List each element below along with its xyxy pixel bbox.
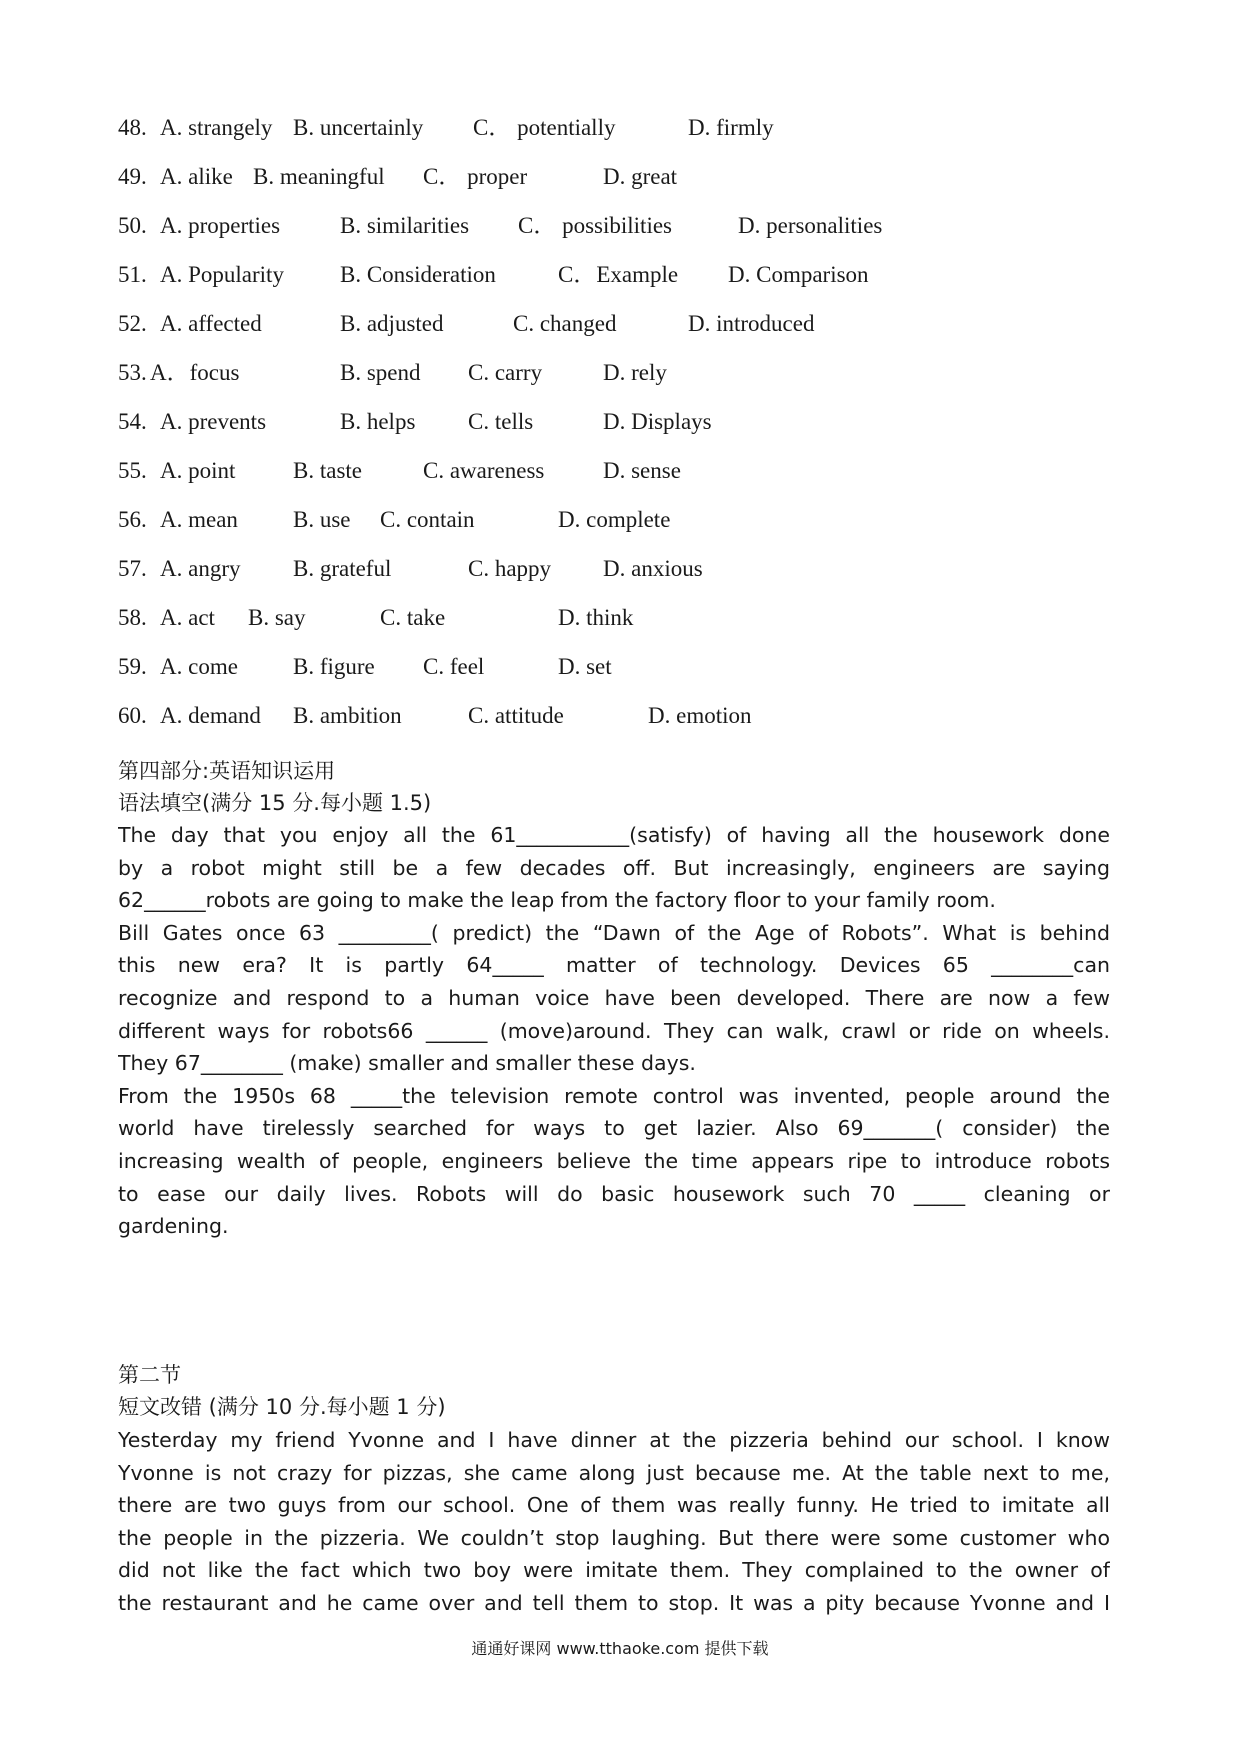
passage-line: did not like the fact which two boy were imitate them. They complained to the owner of [118,1558,1110,1583]
option-c: C. take [380,605,446,630]
option-a: A. strangely [160,115,273,140]
option-b: B. meaningful [253,164,385,189]
option-b: B. uncertainly [293,115,424,140]
question-row [118,603,1018,633]
option-c: C. awareness [423,458,545,483]
option-d: D. firmly [688,115,774,140]
passage-line: Yesterday my friend Yvonne and I have dinner at the pizzeria behind our school. I know [118,1428,1110,1452]
question-number: 48. [118,115,147,140]
question-number: 58. [118,605,147,630]
passage-line: to ease our daily lives. Robots will do basic housework such 70 _____ cleaning or [118,1181,1110,1206]
option-a: A. point [160,458,236,483]
option-c: C. contain [380,507,475,532]
option-a: A. come [160,654,238,679]
question-row [118,652,1018,682]
question-number: 53. [118,360,147,385]
option-b: B. spend [340,360,421,385]
question-number: 56. [118,507,147,532]
grammar-fill-passage [118,819,1110,1243]
option-d: D. Displays [603,409,712,434]
option-c: C． potentially [473,115,616,140]
option-b: B. helps [340,409,416,434]
option-b: B. similarities [340,213,470,238]
question-number: 49. [118,164,147,189]
option-d: D. sense [603,458,681,483]
question-number: 57. [118,556,147,581]
option-b: B. Consideration [340,262,496,287]
option-d: D. rely [603,360,667,385]
error-correction-heading: 短文改错 (满分 10 分.每小题 1 分) [118,1395,446,1419]
option-b: B. ambition [293,703,402,728]
question-row [118,162,1018,192]
passage-line: the restaurant and he came over and tell them to stop. It was a pity because Yvonne and I [118,1590,1110,1615]
option-c: C． possibilities [518,213,672,238]
passage-line: increasing wealth of people, engineers believe the time appears ripe to introduce robots [118,1148,1110,1173]
option-c: C．Example [558,262,679,287]
passage-line: Bill Gates once 63 _________( predict) the “Dawn of the Age of Robots”. What is behind [118,920,1110,945]
option-a: A．focus [150,360,240,385]
option-c: C. carry [468,360,543,385]
passage-line: gardening. [118,1214,229,1239]
passage-line: They 67________ (make) smaller and smaller these days. [118,1051,696,1076]
passage-line: 62______robots are going to make the leap from the factory floor to your family room. [118,888,996,913]
option-c: C. happy [468,556,552,581]
passage-line: world have tirelessly searched for ways to get lazier. Also 69_______( consider) the [118,1116,1110,1141]
passage-line: by a robot might still be a few decades off. But increasingly, engineers are saying [118,855,1110,880]
grammar-fill-heading: 语法填空(满分 15 分.每小题 1.5) [118,791,432,815]
passage-line: From the 1950s 68 _____the television remote control was invented, people around the [118,1083,1110,1108]
option-d: D. personalities [738,213,883,238]
option-d: D. emotion [648,703,752,728]
option-d: D. think [558,605,634,630]
passage-line: The day that you enjoy all the 61___________(satisfy) of having all the housework done [118,823,1110,847]
question-row [118,701,1018,731]
question-row [118,505,1018,535]
question-row [118,554,1018,584]
question-number: 54. [118,409,147,434]
option-a: A. prevents [160,409,267,434]
question-number: 51. [118,262,147,287]
question-number: 55. [118,458,147,483]
error-correction-passage [118,1424,1110,1620]
option-c: C. feel [423,654,485,679]
option-c: C. changed [513,311,617,336]
option-b: B. use [293,507,351,532]
option-d: D. Comparison [728,262,869,287]
option-a: A. mean [160,507,238,532]
option-a: A. act [160,605,215,630]
passage-line: recognize and respond to a human voice have been developed. There are now a few [118,985,1110,1010]
passage-line: different ways for robots66 ______ (move)around. They can walk, crawl or ride on wheels. [118,1018,1110,1043]
option-a: A. alike [160,164,233,189]
option-b: B. taste [293,458,362,483]
option-a: A. properties [160,213,281,238]
option-c: C. attitude [468,703,564,728]
option-c: C. tells [468,409,534,434]
question-row [118,358,1018,388]
option-a: A. angry [160,556,241,581]
option-d: D. anxious [603,556,703,581]
passage-line: Yvonne is not crazy for pizzas, she came along just because me. At the table next to me, [118,1460,1110,1485]
option-d: D. introduced [688,311,815,336]
passage-line: this new era? It is partly 64_____ matter of technology. Devices 65 ________can [118,953,1110,978]
question-number: 60. [118,703,147,728]
option-b: B. grateful [293,556,392,581]
part4-heading: 第四部分:英语知识运用 [118,759,336,783]
option-d: D. great [603,164,678,189]
option-a: A. affected [160,311,262,336]
option-b: B. adjusted [340,311,444,336]
question-number: 52. [118,311,147,336]
footer-source: 通通好课网 www.tthaoke.com 提供下载 [471,1639,769,1658]
option-d: D. set [558,654,612,679]
option-a: A. demand [160,703,261,728]
section2-heading: 第二节 [118,1363,181,1387]
passage-line: the people in the pizzeria. We couldn’t stop laughing. But there were some customer who [118,1525,1110,1550]
option-b: B. figure [293,654,375,679]
question-number: 50. [118,213,147,238]
question-row [118,407,1018,437]
question-row [118,456,1018,486]
question-row [118,211,1018,241]
passage-line: there are two guys from our school. One of them was really funny. He tried to imitate all [118,1493,1110,1518]
option-c: C． proper [423,164,528,189]
option-d: D. complete [558,507,671,532]
question-row [118,260,1018,290]
option-a: A. Popularity [160,262,284,287]
option-b: B. say [248,605,306,630]
question-row [118,113,1018,143]
question-row [118,309,1018,339]
question-number: 59. [118,654,147,679]
